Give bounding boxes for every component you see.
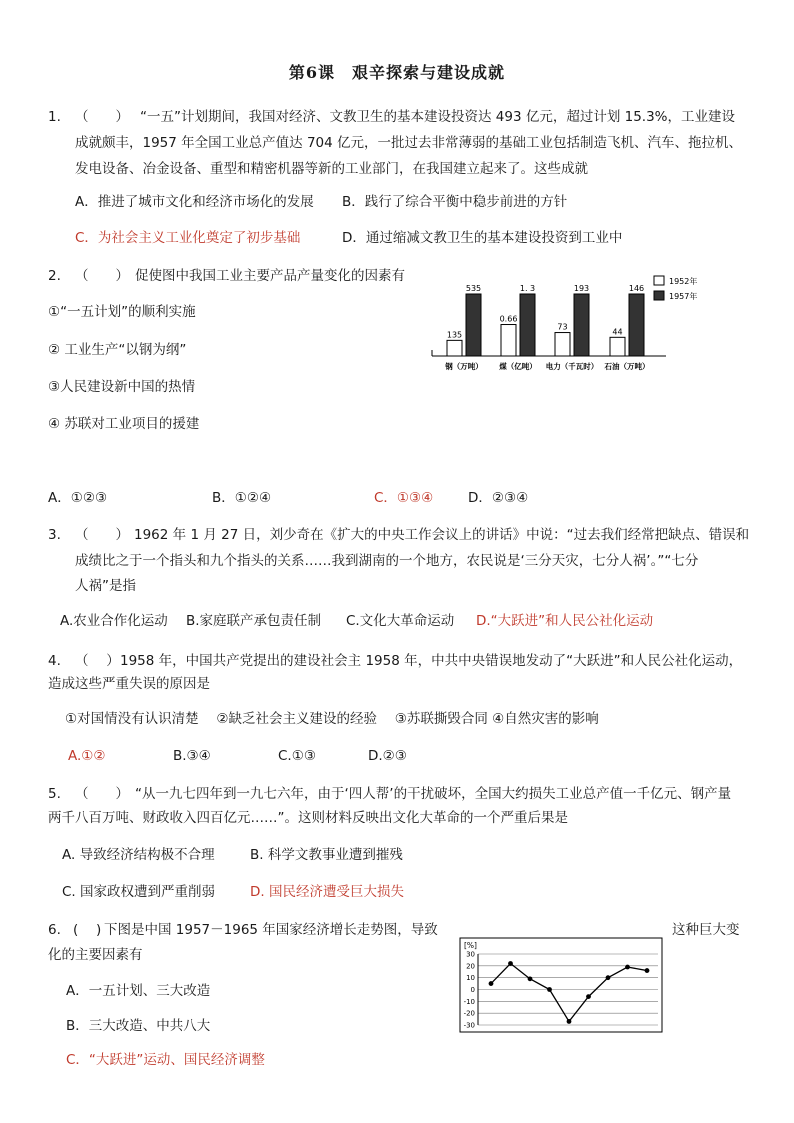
question-2-item-3: ③人民建设新中国的热情 xyxy=(48,379,196,395)
question-5-option-a: A. 导致经济结构极不合理 xyxy=(62,847,215,863)
question-3-option-d-answer: D.“大跃进”和人民公社化运动 xyxy=(476,613,654,629)
question-1-option-d: D．通过缩减文教卫生的基本建设投资到工业中 xyxy=(342,230,623,246)
category-label-oil: 石油（万吨） xyxy=(604,362,650,371)
question-2-option-a: A．①②③ xyxy=(48,490,108,506)
bar-1-series-1 xyxy=(520,294,535,356)
question-2-option-d: D．②③④ xyxy=(468,490,529,506)
question-4-items: ①对国情没有认识清楚 ②缺乏社会主义建设的经验 ③苏联撕毁合同 ④自然灾害的影响 xyxy=(65,711,599,727)
question-4-option-a-answer: A.①② xyxy=(68,748,106,764)
question-5-number: 5. xyxy=(48,786,61,802)
question-5-line-2: 两千八百万吨、财政收入四百亿元……”。这则材料反映出文化大革命的一个严重后果是 xyxy=(48,810,568,826)
question-2-paren: （ ） xyxy=(75,268,129,284)
question-3-number: 3. xyxy=(48,527,61,543)
growth-point-1960 xyxy=(547,987,552,992)
growth-point-1959 xyxy=(528,976,533,981)
question-3-option-b: B.家庭联产承包责任制 xyxy=(186,613,322,629)
question-2-item-2: ② 工业生产“以钢为纲” xyxy=(48,342,187,358)
bar-value-label-0-1: 535 xyxy=(465,284,482,293)
growth-point-1958 xyxy=(508,961,513,966)
bar-0-series-0 xyxy=(447,340,462,356)
bar-value-label-3-0: 44 xyxy=(612,327,623,337)
question-6-line-2: 化的主要因素有 xyxy=(48,947,143,963)
question-3-line-2: 成绩比之于一个指头和九个指头的关系……我到湖南的一个地方，农民说是‘三分天灾，七分人祸’。”“七分 xyxy=(75,553,699,569)
category-label-power: 电力（千瓦时） xyxy=(545,362,599,371)
growth-point-1965 xyxy=(645,968,650,973)
question-2-option-b: B．①②④ xyxy=(212,490,272,506)
growth-point-1961 xyxy=(567,1019,572,1024)
question-1-option-b: B．践行了综合平衡中稳步前进的方针 xyxy=(342,194,568,210)
question-3-option-a: A.农业合作化运动 xyxy=(60,613,168,629)
question-2-item-1: ①“一五计划”的顺利实施 xyxy=(48,304,196,320)
bar-value-label-1-0: 0.66 xyxy=(499,314,518,324)
question-6-option-b: B．三大改造、中共八大 xyxy=(66,1018,211,1034)
growth-point-1957 xyxy=(489,981,494,986)
question-1-line-3: 发电设备、冶金设备、重型和精密机器等新的工业部门，在我国建立起来了。这些成就 xyxy=(75,161,588,177)
question-4-option-b: B.③④ xyxy=(173,748,211,764)
category-label-coal: 煤（亿吨） xyxy=(499,362,537,371)
line-chart-y-tick-3: 0 xyxy=(470,986,475,994)
question-1-line-2: 成就颇丰，1957 年全国工业总产值达 704 亿元，一批过去非常薄弱的基础工业包括制造飞机、汽车、拖拉机、 xyxy=(75,135,742,151)
line-chart-y-tick-5: -20 xyxy=(463,1009,475,1018)
question-1-option-c-answer: C．为社会主义工业化奠定了初步基础 xyxy=(75,230,301,246)
question-2-stem: 促使图中我国工业主要产品产量变化的因素有 xyxy=(135,268,405,284)
question-1-paren: （ ） xyxy=(75,109,129,125)
question-4-option-c: C.①③ xyxy=(278,748,316,764)
question-6-option-a: A．一五计划、三大改造 xyxy=(66,983,211,999)
question-1-option-a: A．推进了城市文化和经济市场化的发展 xyxy=(75,194,314,210)
line-chart-y-tick-0: 30 xyxy=(466,950,475,959)
production-bar-chart xyxy=(426,272,716,374)
legend-swatch-1952 xyxy=(654,276,664,285)
growth-line-chart xyxy=(458,936,666,1036)
growth-point-1962 xyxy=(586,994,591,999)
growth-point-1964 xyxy=(625,965,630,970)
bar-chart-legend xyxy=(654,276,697,301)
line-chart-y-tick-1: 20 xyxy=(466,962,475,971)
question-5-option-c: C. 国家政权遭到严重削弱 xyxy=(62,884,216,900)
growth-point-1963 xyxy=(606,975,611,980)
question-4-line-1: 1958 年，中国共产党提出的建设社会主 1958 年，中共中央错误地发动了“大跃进”和人民公社化运动， xyxy=(120,653,743,669)
question-6-line-1b: 这种巨大变 xyxy=(672,922,740,938)
line-chart-y-tick-2: 10 xyxy=(466,974,475,983)
bar-1-series-0 xyxy=(501,325,516,356)
legend-label-1957: 1957年 xyxy=(669,292,698,301)
bar-value-label-1-1: 1. 3 xyxy=(519,284,536,293)
line-chart-y-tick-4: -10 xyxy=(463,997,475,1006)
legend-swatch-1957 xyxy=(654,291,664,300)
question-1-number: 1. xyxy=(48,109,61,125)
bar-0-series-1 xyxy=(466,294,481,356)
question-2-option-c-answer: C．①③④ xyxy=(374,490,434,506)
bar-value-label-0-0: 135 xyxy=(446,330,463,340)
bar-value-label-2-1: 193 xyxy=(573,284,590,293)
question-5-option-d-answer: D. 国民经济遭受巨大损失 xyxy=(250,884,404,900)
category-label-steel: 钢（万吨） xyxy=(445,362,483,371)
question-1-line-1: “一五”计划期间，我国对经济、文教卫生的基本建设投资达 493 亿元，超过计划 15.3%，工业建设 xyxy=(140,109,736,125)
line-chart-y-tick-6: -30 xyxy=(463,1021,475,1030)
legend-label-1952: 1952年 xyxy=(669,277,698,286)
question-4-number: 4. xyxy=(48,653,61,669)
question-3-line-1: 1962 年 1 月 27 日，刘少奇在《扩大的中央工作会议上的讲话》中说：“过去我们经常把缺点、错误和 xyxy=(134,527,750,543)
page-title: 第6课 艰辛探索与建设成就 xyxy=(288,63,506,82)
bar-3-series-1 xyxy=(629,294,644,356)
question-3-line-3: 人祸”是指 xyxy=(75,578,136,594)
question-6-option-c-answer: C．“大跃进”运动、国民经济调整 xyxy=(66,1052,265,1068)
question-4-line-2: 造成这些严重失误的原因是 xyxy=(48,676,210,692)
question-5-option-b: B. 科学文教事业遭到摧残 xyxy=(250,847,403,863)
question-5-line-1: “从一九七四年到一九七六年，由于‘四人帮’的干扰破坏，全国大约损失工业总产值一千亿元、钢产量 xyxy=(135,786,732,802)
question-3-paren: （ ） xyxy=(75,527,129,543)
question-6-number: 6. xyxy=(48,922,61,938)
question-4-paren: （ ） xyxy=(75,653,120,669)
bar-value-label-3-1: 146 xyxy=(628,284,645,293)
question-6-line-1a: 下图是中国 1957－1965 年国家经济增长走势图，导致 xyxy=(104,922,438,938)
bar-chart-categories xyxy=(444,361,649,371)
bar-3-series-0 xyxy=(610,337,625,356)
question-5-paren: （ ） xyxy=(75,786,129,802)
question-4-option-d: D.②③ xyxy=(368,748,407,764)
bar-2-series-0 xyxy=(555,333,570,356)
line-chart-unit: [%] xyxy=(464,941,477,950)
bar-2-series-1 xyxy=(574,294,589,356)
question-3-option-c: C.文化大革命运动 xyxy=(346,613,455,629)
question-2-number: 2. xyxy=(48,268,61,284)
question-2-item-4: ④ 苏联对工业项目的援建 xyxy=(48,416,200,432)
question-6-paren: ( ) xyxy=(73,922,102,938)
bar-value-label-2-0: 73 xyxy=(557,322,568,332)
